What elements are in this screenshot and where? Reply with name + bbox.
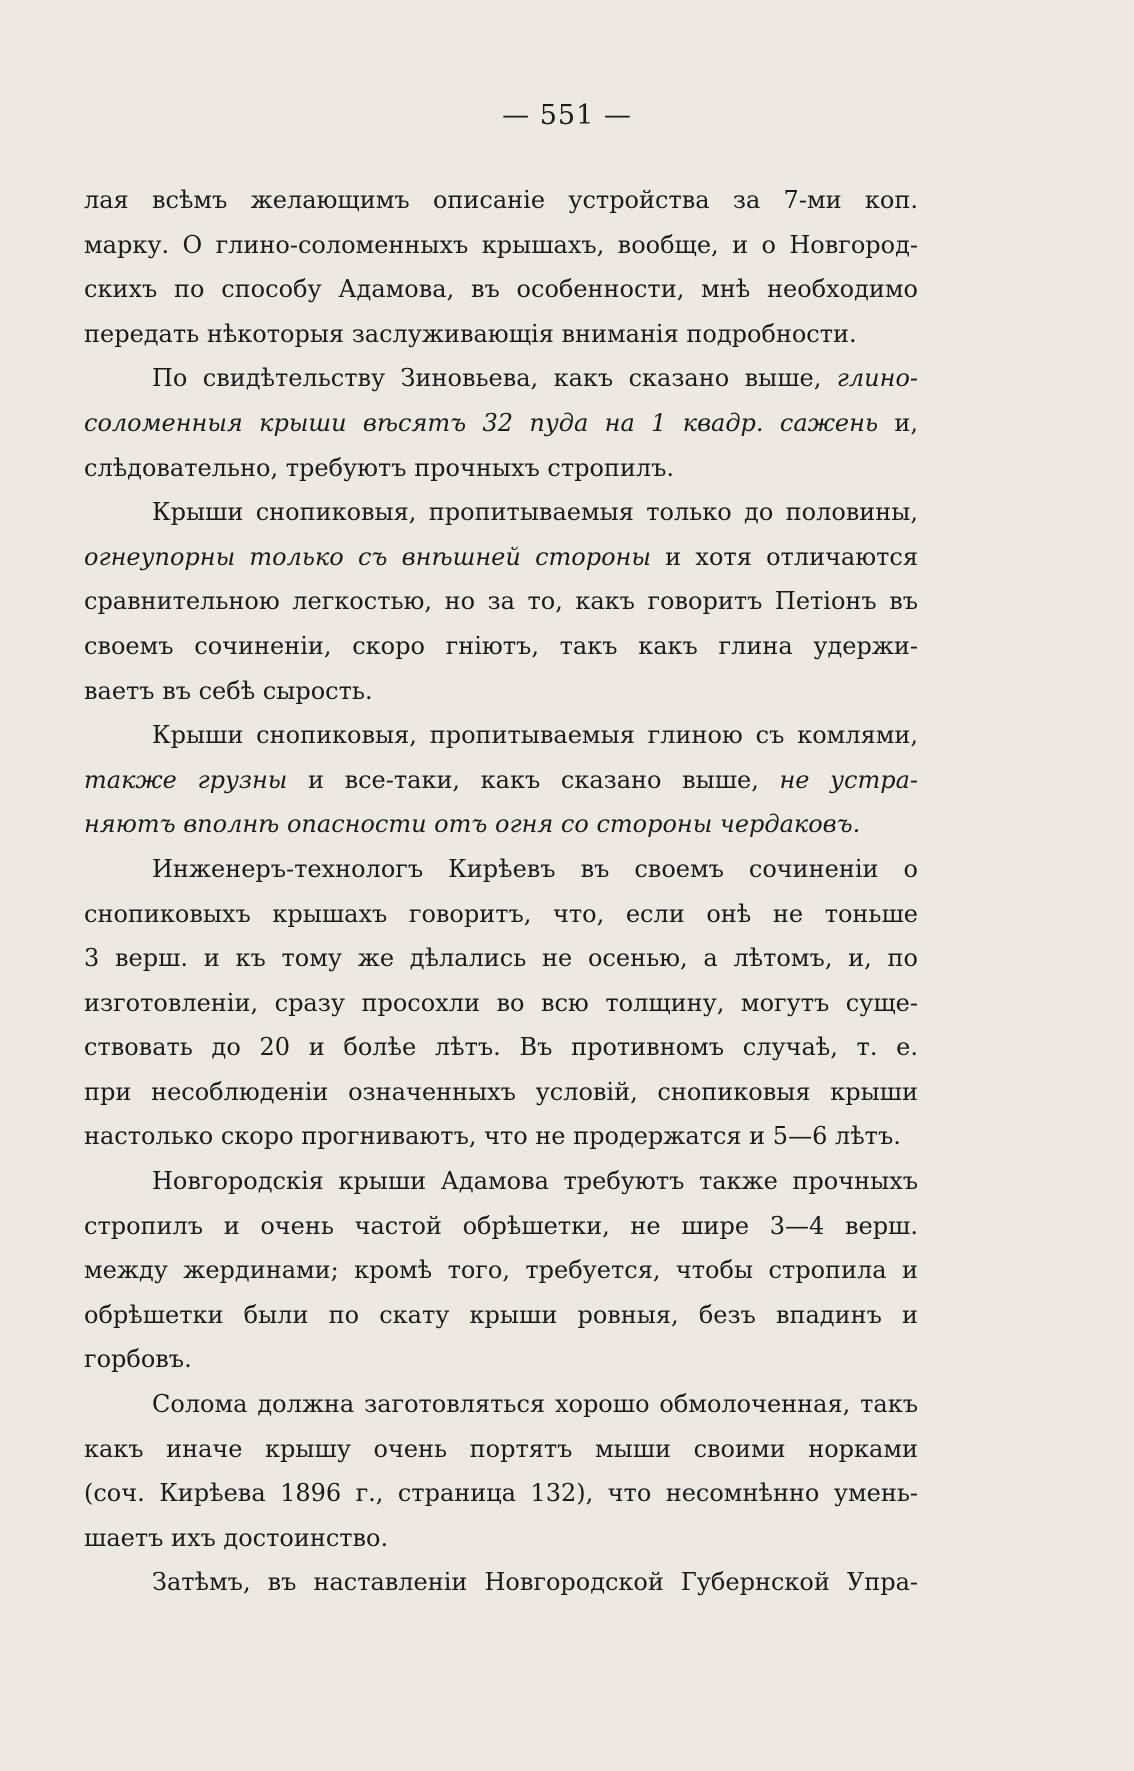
text-line xyxy=(84,1159,918,1204)
body-text xyxy=(84,178,918,1605)
text-line xyxy=(84,1471,918,1516)
plain-text: Новгородскія крыши Адамова требуютъ также прочныхъ xyxy=(152,1167,918,1196)
text-line xyxy=(84,535,918,580)
plain-text: передать нѣкоторыя заслуживающія вниманія подробности. xyxy=(84,319,857,348)
text-line xyxy=(84,847,918,892)
plain-text: снопиковыхъ крышахъ говоритъ, что, если онѣ не тоньше xyxy=(84,899,918,928)
text-line xyxy=(84,1114,918,1159)
text-line xyxy=(84,624,918,669)
text-line xyxy=(84,1204,918,1249)
plain-text: Солома должна заготовляться хорошо обмолоченная, такъ xyxy=(152,1390,918,1419)
text-line xyxy=(84,1560,918,1605)
plain-text: своемъ сочиненіи, скоро гніютъ, такъ какъ глина удержи- xyxy=(84,631,918,660)
plain-text: ваетъ въ себѣ сырость. xyxy=(84,676,373,705)
text-line xyxy=(84,1337,918,1382)
text-line xyxy=(84,758,918,803)
plain-text: между жердинами; кромѣ того, требуется, чтобы стропила и xyxy=(84,1256,918,1285)
plain-text: настолько скоро прогниваютъ, что не продержатся и 5—6 лѣтъ. xyxy=(84,1122,901,1151)
plain-text: и, xyxy=(878,408,918,437)
italic-text: также грузны xyxy=(84,765,288,794)
italic-text: огнеупорны только съ внѣшней стороны xyxy=(84,542,651,571)
plain-text: ствовать до 20 и болѣе лѣтъ. Въ противномъ случаѣ, т. е. xyxy=(84,1033,918,1062)
text-line xyxy=(84,579,918,624)
plain-text: горбовъ. xyxy=(84,1345,192,1374)
plain-text: слѣдовательно, требуютъ прочныхъ стропилъ. xyxy=(84,453,675,482)
plain-text: какъ иначе крышу очень портятъ мыши своими норками xyxy=(84,1434,918,1463)
plain-text: марку. О глино-соломенныхъ крышахъ, вообще, и о Новгород- xyxy=(84,230,918,259)
text-line xyxy=(84,312,918,357)
page-number: — 551 — xyxy=(502,100,632,131)
plain-text: сравнительною легкостью, но за то, какъ говоритъ Петіонъ въ xyxy=(84,587,918,616)
text-line xyxy=(84,981,918,1026)
text-line xyxy=(84,1427,918,1472)
plain-text: при несоблюденіи означенныхъ условій, снопиковыя крыши xyxy=(84,1077,918,1106)
plain-text: Крыши снопиковыя, пропитываемыя глиною съ комлями, xyxy=(152,721,918,750)
text-line xyxy=(84,1025,918,1070)
text-line xyxy=(84,1070,918,1115)
text-line xyxy=(84,1248,918,1293)
plain-text: (соч. Кирѣева 1896 г., страница 132), что несомнѣнно умень- xyxy=(84,1479,918,1508)
plain-text: Инженеръ-технологъ Кирѣевъ въ своемъ сочиненіи о xyxy=(152,854,918,883)
text-line xyxy=(84,936,918,981)
text-line xyxy=(84,713,918,758)
text-line xyxy=(84,223,918,268)
italic-text: не устра- xyxy=(779,765,918,794)
italic-text: соломенныя крыши вѣсятъ 32 пуда на 1 квадр. сажень xyxy=(84,408,879,437)
text-line xyxy=(84,267,918,312)
italic-text: глино- xyxy=(836,364,918,393)
plain-text: изготовленіи, сразу просохли во всю толщину, могутъ суще- xyxy=(84,988,918,1017)
text-line xyxy=(84,802,918,847)
plain-text: и все-таки, какъ сказано выше, xyxy=(287,765,780,794)
text-line xyxy=(84,446,918,491)
text-line xyxy=(84,892,918,937)
text-line xyxy=(84,178,918,223)
text-line xyxy=(84,1516,918,1561)
plain-text: и хотя отличаются xyxy=(650,542,918,571)
italic-text: няютъ вполнѣ опасности отъ огня со стороны чердаковъ. xyxy=(84,810,861,839)
plain-text: лая всѣмъ желающимъ описаніе устройства за 7-ми коп. xyxy=(84,186,918,214)
plain-text: скихъ по способу Адамова, въ особенности, мнѣ необходимо xyxy=(84,275,918,304)
text-line xyxy=(84,669,918,714)
text-line xyxy=(84,356,918,401)
text-line xyxy=(84,401,918,446)
text-line xyxy=(84,490,918,535)
plain-text: По свидѣтельству Зиновьева, какъ сказано выше, xyxy=(152,364,837,393)
plain-text: шаетъ ихъ достоинство. xyxy=(84,1523,389,1552)
text-line xyxy=(84,1382,918,1427)
plain-text: обрѣшетки были по скату крыши ровныя, безъ впадинъ и xyxy=(84,1300,918,1329)
plain-text: стропилъ и очень частой обрѣшетки, не шире 3—4 верш. xyxy=(84,1211,918,1240)
plain-text: 3 верш. и къ тому же дѣлались не осенью, а лѣтомъ, и, по xyxy=(84,944,918,973)
text-line xyxy=(84,1293,918,1338)
plain-text: Затѣмъ, въ наставленіи Новгородской Губернской Упра- xyxy=(152,1568,918,1597)
plain-text: Крыши снопиковыя, пропитываемыя только до половины, xyxy=(152,498,918,527)
